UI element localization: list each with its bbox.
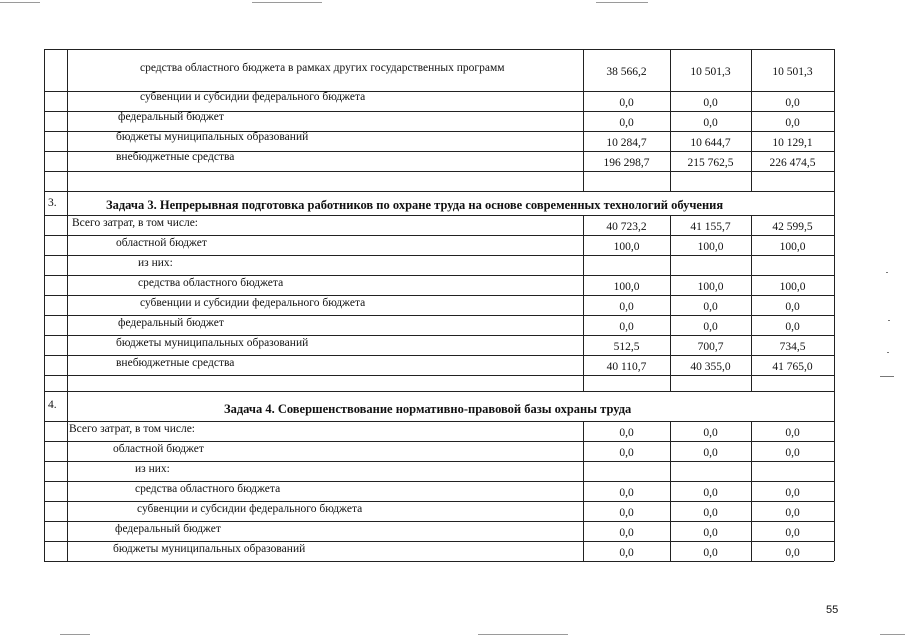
- table-row-label: бюджеты муниципальных образований: [116, 131, 309, 143]
- table-cell-value: 0,0: [785, 117, 800, 129]
- table-cell-value: 0,0: [619, 447, 634, 459]
- table-cell-value: 0,0: [619, 321, 634, 333]
- table-column-rule: [751, 421, 752, 561]
- table-column-rule: [44, 49, 45, 561]
- table-cell-value: 0,0: [703, 117, 718, 129]
- table-cell-value: 0,0: [703, 487, 718, 499]
- table-cell-value: 0,0: [703, 527, 718, 539]
- table-rule: [44, 561, 834, 562]
- table-cell-value: 734,5: [779, 341, 806, 353]
- table-column-rule: [67, 49, 68, 561]
- scan-speck: [888, 320, 890, 321]
- table-cell-value: 196 298,7: [603, 157, 650, 169]
- table-column-rule: [583, 421, 584, 561]
- table-cell-value: 42 599,5: [772, 221, 813, 233]
- table-row-label: внебюджетные средства: [116, 151, 235, 163]
- table-cell-value: 0,0: [619, 547, 634, 559]
- table-cell-value: 0,0: [785, 507, 800, 519]
- table-cell-value: 512,5: [613, 341, 640, 353]
- table-cell-value: 10 129,1: [772, 137, 813, 149]
- task-number: 3.: [48, 197, 57, 209]
- scan-edge-line: [596, 2, 648, 3]
- table-cell-value: 40 110,7: [606, 361, 647, 373]
- table-cell-value: 0,0: [785, 427, 800, 439]
- table-row-label: из них:: [138, 257, 173, 269]
- table-cell-value: 0,0: [619, 507, 634, 519]
- table-cell-value: 226 474,5: [769, 157, 816, 169]
- table-cell-value: 40 355,0: [690, 361, 731, 373]
- table-row-label: субвенции и субсидии федерального бюджета: [137, 503, 363, 515]
- table-cell-value: 10 284,7: [606, 137, 647, 149]
- table-cell-value: 100,0: [613, 281, 640, 293]
- table-cell-value: 0,0: [785, 547, 800, 559]
- table-column-rule: [583, 215, 584, 391]
- table-cell-value: 0,0: [703, 427, 718, 439]
- table-cell-value: 0,0: [619, 527, 634, 539]
- scan-speck: [880, 376, 894, 377]
- scan-edge-line: [880, 634, 905, 635]
- table-cell-value: 0,0: [785, 487, 800, 499]
- table-column-rule: [670, 49, 671, 191]
- table-cell-value: 0,0: [619, 427, 634, 439]
- table-cell-value: 700,7: [697, 341, 724, 353]
- table-rule: [44, 49, 834, 50]
- table-cell-value: 0,0: [619, 487, 634, 499]
- table-cell-value: 0,0: [785, 301, 800, 313]
- table-row-label: федеральный бюджет: [118, 317, 224, 329]
- table-cell-value: 0,0: [703, 97, 718, 109]
- scan-edge-line: [60, 634, 90, 635]
- table-cell-value: 0,0: [703, 547, 718, 559]
- table-row-label: федеральный бюджет: [115, 523, 221, 535]
- table-row-label: областной бюджет: [116, 237, 207, 249]
- table-row-label: бюджеты муниципальных образований: [113, 543, 306, 555]
- table-column-rule: [751, 49, 752, 191]
- table-cell-value: 100,0: [613, 241, 640, 253]
- table-rule: [44, 391, 834, 392]
- table-cell-value: 0,0: [619, 97, 634, 109]
- table-row-label: внебюджетные средства: [116, 357, 235, 369]
- table-cell-value: 41 155,7: [690, 221, 731, 233]
- table-cell-value: 215 762,5: [687, 157, 734, 169]
- page-number: 55: [826, 604, 839, 616]
- table-cell-value: 100,0: [779, 241, 806, 253]
- task-number: 4.: [48, 399, 57, 411]
- table-cell-value: 38 566,2: [606, 66, 647, 78]
- table-cell-value: 0,0: [785, 321, 800, 333]
- table-row-label: субвенции и субсидии федерального бюджета: [140, 91, 366, 103]
- table-cell-value: 0,0: [703, 447, 718, 459]
- table-cell-value: 0,0: [785, 97, 800, 109]
- table-cell-value: 100,0: [779, 281, 806, 293]
- table-cell-value: 100,0: [697, 281, 724, 293]
- table-rule: [44, 191, 834, 192]
- table-row-label: федеральный бюджет: [118, 111, 224, 123]
- table-cell-value: 0,0: [703, 321, 718, 333]
- scan-edge-line: [0, 2, 40, 3]
- table-cell-value: 10 644,7: [690, 137, 731, 149]
- table-cell-value: 0,0: [785, 527, 800, 539]
- table-cell-value: 0,0: [703, 301, 718, 313]
- table-column-rule: [670, 215, 671, 391]
- table-row-label: бюджеты муниципальных образований: [116, 337, 309, 349]
- table-cell-value: 0,0: [785, 447, 800, 459]
- table-row-label: субвенции и субсидии федерального бюджета: [140, 297, 366, 309]
- table-row-label: из них:: [135, 463, 170, 475]
- task-title: Задача 4. Совершенствование нормативно-правовой базы охраны труда: [224, 402, 632, 416]
- scan-edge-line: [478, 634, 568, 635]
- table-rule: [44, 171, 834, 172]
- scan-speck: [886, 272, 888, 273]
- table-row-label: средства областного бюджета: [135, 483, 281, 495]
- table-row-label: областной бюджет: [113, 443, 204, 455]
- table-row-label: Всего затрат, в том числе:: [69, 423, 196, 435]
- table-row-label: средства областного бюджета: [138, 277, 284, 289]
- table-column-rule: [583, 49, 584, 191]
- scan-speck: [887, 352, 889, 353]
- table-cell-value: 0,0: [619, 117, 634, 129]
- table-cell-value: 41 765,0: [772, 361, 813, 373]
- table-cell-value: 0,0: [619, 301, 634, 313]
- task-title: Задача 3. Непрерывная подготовка работников по охране труда на основе современных технологий обучения: [106, 198, 724, 212]
- table-column-rule: [751, 215, 752, 391]
- table-rule: [44, 375, 834, 376]
- table-column-rule: [670, 421, 671, 561]
- table-cell-value: 10 501,3: [690, 66, 731, 78]
- table-cell-value: 100,0: [697, 241, 724, 253]
- table-column-rule: [834, 49, 835, 561]
- table-row-label: средства областного бюджета в рамках других государственных программ: [140, 62, 505, 74]
- table-row-label: Всего затрат, в том числе:: [72, 217, 199, 229]
- table-cell-value: 10 501,3: [772, 66, 813, 78]
- table-cell-value: 40 723,2: [606, 221, 647, 233]
- table-cell-value: 0,0: [703, 507, 718, 519]
- scan-edge-line: [252, 2, 322, 3]
